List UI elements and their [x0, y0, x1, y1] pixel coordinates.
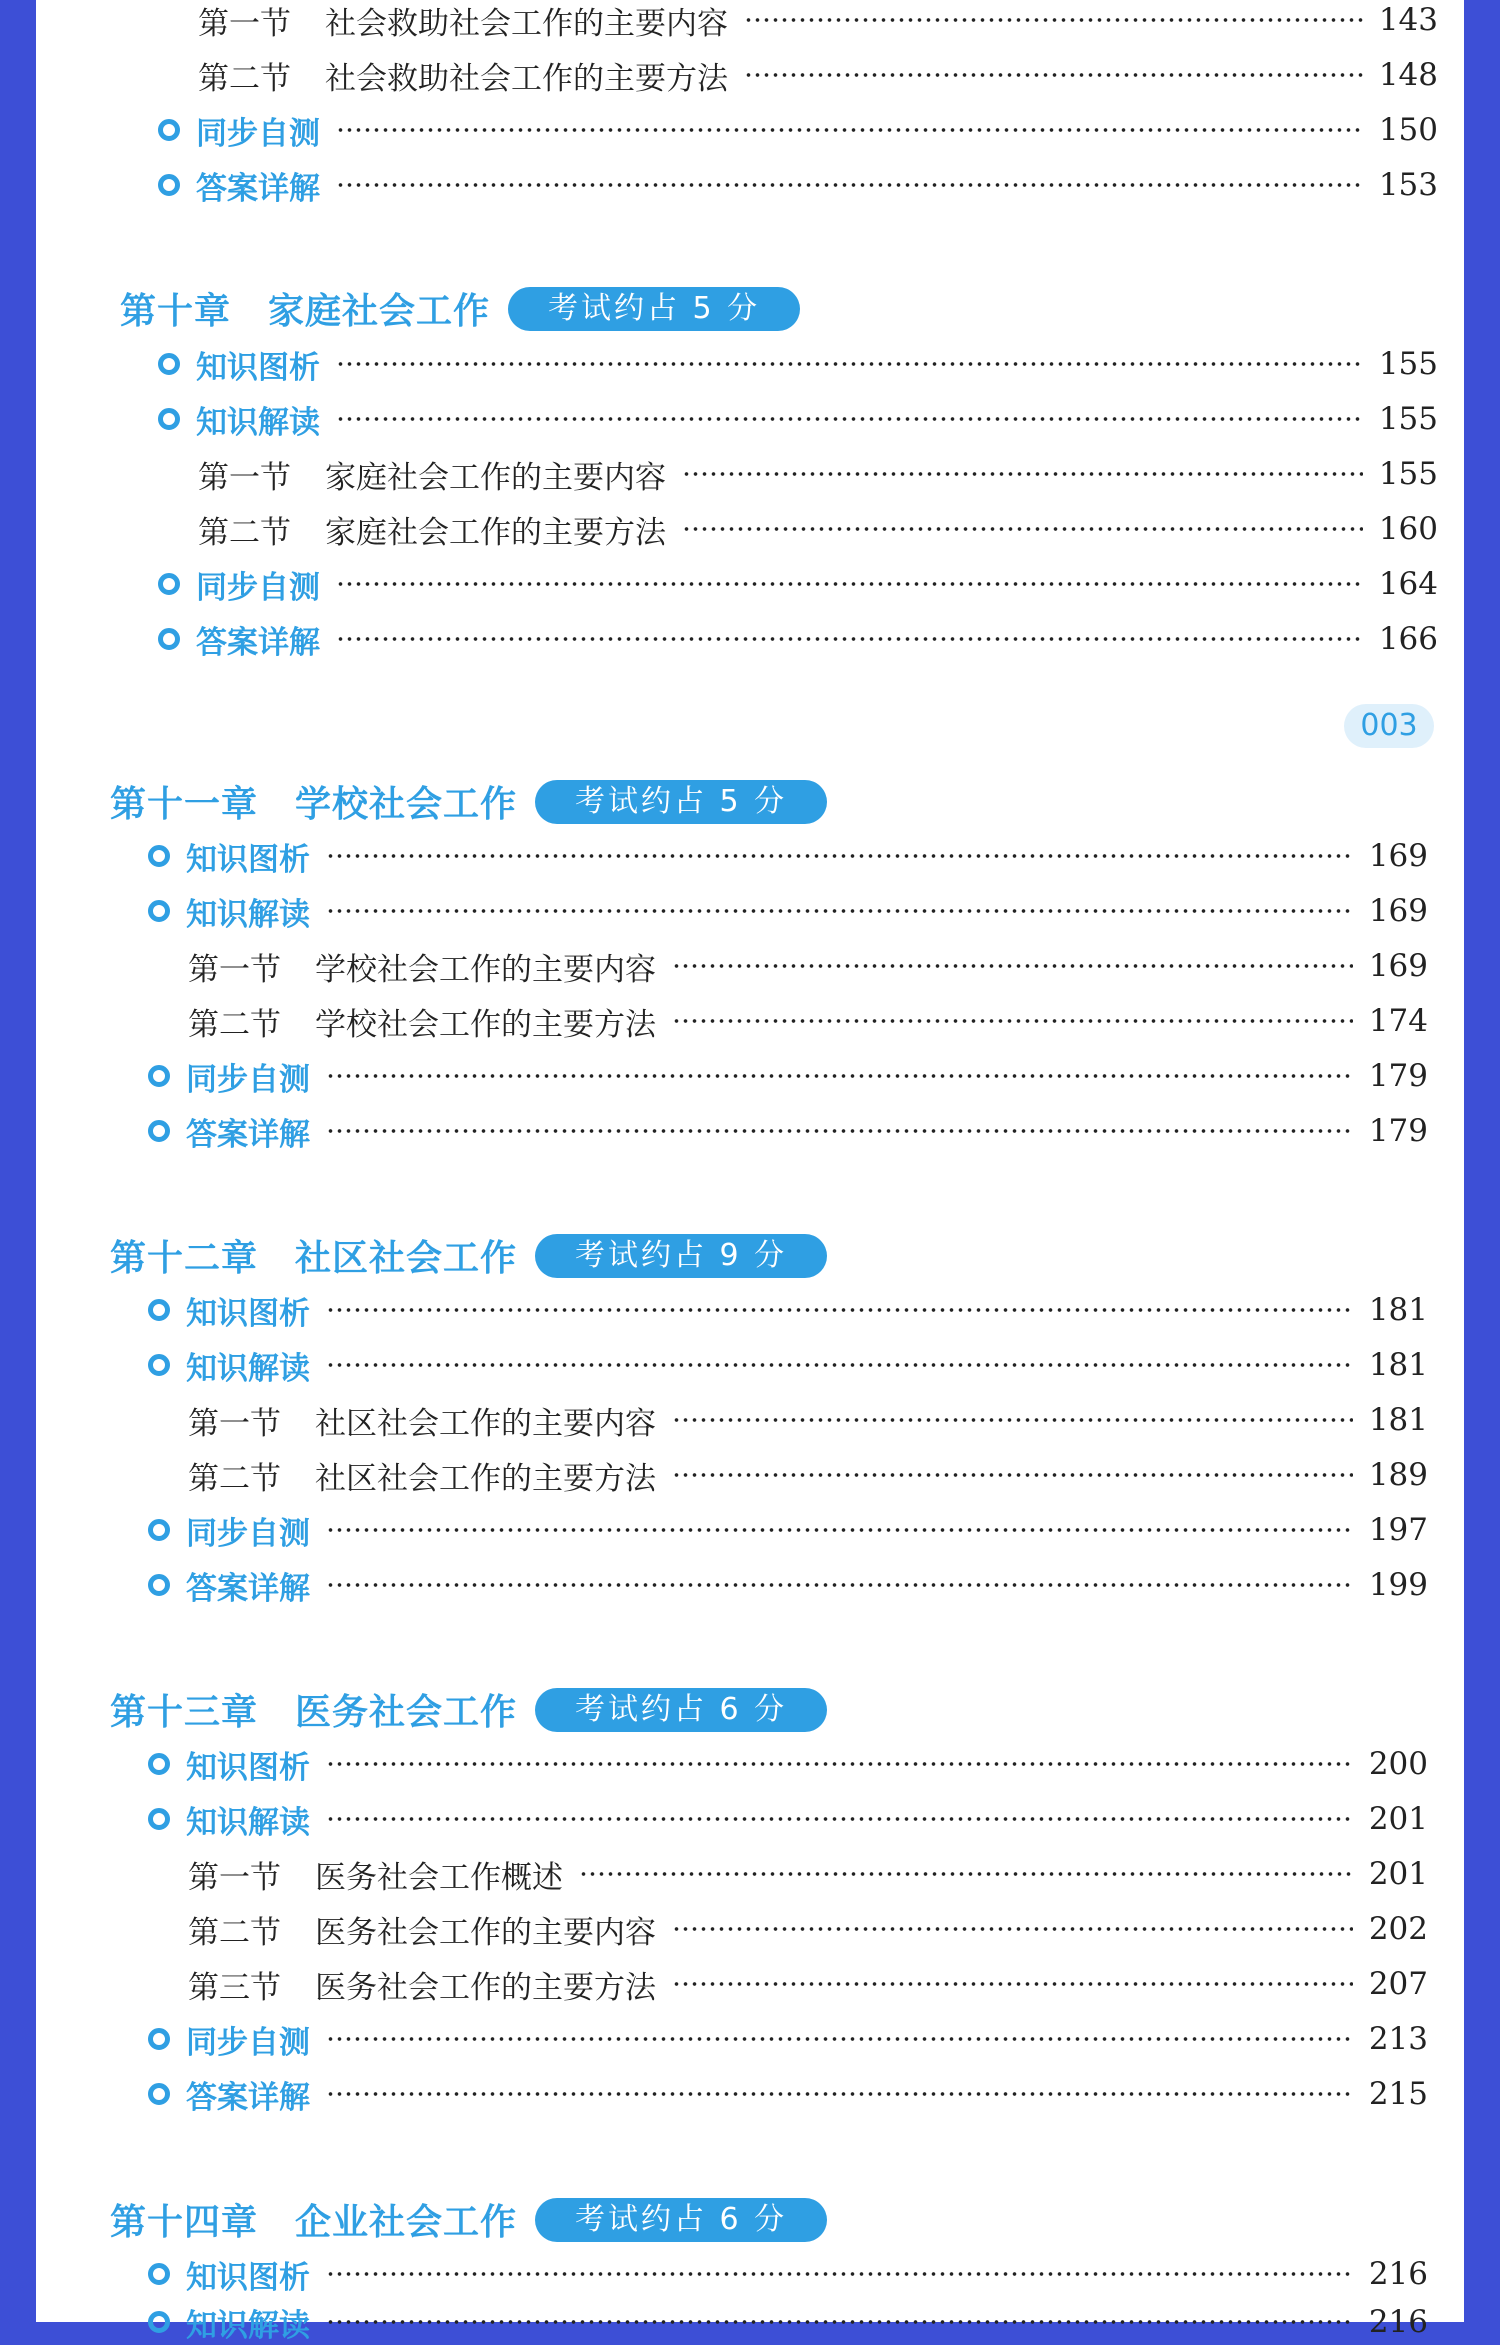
circle-bullet-icon — [148, 1519, 170, 1541]
chapter-title: 第十章 家庭社会工作 — [120, 291, 491, 332]
dot-leader — [326, 2272, 1353, 2276]
dot-leader — [326, 1308, 1353, 1312]
toc-section-row[interactable] — [188, 1964, 1428, 2004]
dot-leader — [682, 472, 1363, 476]
dot-leader — [326, 909, 1353, 913]
chapter-title: 第十三章 医务社会工作 — [110, 1692, 518, 1733]
circle-bullet-icon — [148, 1753, 170, 1775]
toc-item-row[interactable] — [148, 1290, 1428, 1330]
circle-bullet-icon — [158, 408, 180, 430]
exam-weight-badge: 考试约占 5 分 — [535, 780, 827, 824]
item-label: 知识图析 — [186, 1295, 310, 1332]
circle-bullet-icon — [158, 353, 180, 375]
toc-section-row[interactable] — [198, 55, 1438, 95]
section-title: 家庭社会工作的主要方法 — [325, 514, 666, 551]
dot-leader — [744, 73, 1363, 77]
toc-item-row[interactable] — [148, 2302, 1428, 2342]
page-number: 216 — [1368, 2304, 1428, 2340]
toc-section-row[interactable] — [188, 1455, 1428, 1495]
section-number: 第一节 — [188, 1859, 281, 1896]
dot-leader — [336, 183, 1363, 187]
dot-leader — [326, 2092, 1353, 2096]
section-title: 社区社会工作的主要方法 — [315, 1460, 656, 1497]
circle-bullet-icon — [158, 119, 180, 141]
dot-leader — [326, 1129, 1353, 1133]
item-label: 答案详解 — [186, 1116, 310, 1153]
circle-bullet-icon — [148, 2083, 170, 2105]
page-number: 207 — [1368, 1966, 1428, 2002]
section-title: 家庭社会工作的主要内容 — [325, 459, 666, 496]
page-number: 169 — [1368, 838, 1428, 874]
dot-leader — [744, 18, 1363, 22]
item-label: 同步自测 — [186, 1061, 310, 1098]
item-label: 知识图析 — [186, 841, 310, 878]
dot-leader — [326, 2037, 1353, 2041]
dot-leader — [672, 1418, 1353, 1422]
dot-leader — [672, 1019, 1353, 1023]
dot-leader — [326, 1817, 1353, 1821]
page-number: 166 — [1378, 621, 1438, 657]
item-label: 知识图析 — [186, 1749, 310, 1786]
circle-bullet-icon — [158, 174, 180, 196]
toc-item-row[interactable] — [158, 399, 1438, 439]
toc-item-row[interactable] — [158, 344, 1438, 384]
toc-item-row[interactable] — [148, 836, 1428, 876]
circle-bullet-icon — [148, 1299, 170, 1321]
page-number: 148 — [1378, 57, 1438, 93]
circle-bullet-icon — [148, 2311, 170, 2333]
circle-bullet-icon — [148, 1354, 170, 1376]
page-number: 179 — [1368, 1113, 1428, 1149]
toc-item-row[interactable] — [148, 2254, 1428, 2294]
page-number: 169 — [1368, 948, 1428, 984]
page-number: 160 — [1378, 511, 1438, 547]
page-number: 153 — [1378, 167, 1438, 203]
section-number: 第一节 — [188, 951, 281, 988]
section-number: 第二节 — [198, 60, 291, 97]
item-label: 知识图析 — [196, 349, 320, 386]
page-number: 197 — [1368, 1512, 1428, 1548]
section-title: 学校社会工作的主要内容 — [315, 951, 656, 988]
section-number: 第一节 — [188, 1405, 281, 1442]
chapter-heading[interactable] — [120, 283, 800, 334]
dot-leader — [326, 2320, 1353, 2324]
dot-leader — [672, 1473, 1353, 1477]
circle-bullet-icon — [158, 573, 180, 595]
dot-leader — [336, 417, 1363, 421]
circle-bullet-icon — [148, 900, 170, 922]
chapter-heading[interactable] — [110, 2194, 827, 2245]
page-number: 215 — [1368, 2076, 1428, 2112]
toc-section-row[interactable] — [188, 1001, 1428, 1041]
dot-leader — [672, 964, 1353, 968]
item-label: 同步自测 — [196, 115, 320, 152]
toc-item-row[interactable] — [148, 2074, 1428, 2114]
section-title: 社会救助社会工作的主要方法 — [325, 60, 728, 97]
toc-section-row[interactable] — [188, 1909, 1428, 1949]
item-label: 答案详解 — [196, 624, 320, 661]
section-title: 医务社会工作的主要内容 — [315, 1914, 656, 1951]
item-label: 答案详解 — [186, 1570, 310, 1607]
section-title: 医务社会工作的主要方法 — [315, 1969, 656, 2006]
exam-weight-badge: 考试约占 5 分 — [508, 287, 800, 331]
dot-leader — [672, 1982, 1353, 1986]
item-label: 知识解读 — [186, 1804, 310, 1841]
item-label: 同步自测 — [196, 569, 320, 606]
toc-item-row[interactable] — [148, 1510, 1428, 1550]
page-number: 181 — [1368, 1402, 1428, 1438]
item-label: 同步自测 — [186, 2024, 310, 2061]
dot-leader — [672, 1927, 1353, 1931]
toc-item-row[interactable] — [148, 1565, 1428, 1605]
exam-weight-badge: 考试约占 6 分 — [535, 2198, 827, 2242]
chapter-heading[interactable] — [110, 776, 827, 827]
section-title: 社会救助社会工作的主要内容 — [325, 5, 728, 42]
chapter-heading[interactable] — [110, 1230, 827, 1281]
page-number: 216 — [1368, 2256, 1428, 2292]
circle-bullet-icon — [158, 628, 180, 650]
dot-leader — [326, 1074, 1353, 1078]
circle-bullet-icon — [148, 1574, 170, 1596]
toc-item-row[interactable] — [148, 2019, 1428, 2059]
dot-leader — [682, 527, 1363, 531]
item-label: 答案详解 — [186, 2079, 310, 2116]
section-number: 第一节 — [198, 459, 291, 496]
page-number: 201 — [1368, 1801, 1428, 1837]
page-number: 181 — [1368, 1347, 1428, 1383]
toc-section-row[interactable] — [198, 0, 1438, 40]
page-number: 213 — [1368, 2021, 1428, 2057]
toc-item-row[interactable] — [158, 165, 1438, 205]
item-label: 知识解读 — [196, 404, 320, 441]
circle-bullet-icon — [148, 2263, 170, 2285]
section-number: 第二节 — [188, 1460, 281, 1497]
toc-item-row[interactable] — [148, 1111, 1428, 1151]
page-number: 201 — [1368, 1856, 1428, 1892]
page-number: 202 — [1368, 1911, 1428, 1947]
circle-bullet-icon — [148, 845, 170, 867]
toc-item-row[interactable] — [158, 564, 1438, 604]
toc-section-row[interactable] — [188, 946, 1428, 986]
dot-leader — [326, 1363, 1353, 1367]
dot-leader — [579, 1872, 1353, 1876]
circle-bullet-icon — [148, 1808, 170, 1830]
page-number: 169 — [1368, 893, 1428, 929]
exam-weight-badge: 考试约占 6 分 — [535, 1688, 827, 1732]
toc-item-row[interactable] — [148, 1345, 1428, 1385]
dot-leader — [326, 1762, 1353, 1766]
page-number: 200 — [1368, 1746, 1428, 1782]
page-number: 164 — [1378, 566, 1438, 602]
dot-leader — [336, 582, 1363, 586]
chapter-title: 第十二章 社区社会工作 — [110, 1238, 518, 1279]
item-label: 知识解读 — [186, 1350, 310, 1387]
toc-item-row[interactable] — [148, 1744, 1428, 1784]
page-number: 155 — [1378, 401, 1438, 437]
item-label: 同步自测 — [186, 1515, 310, 1552]
dot-leader — [336, 128, 1363, 132]
toc-item-row[interactable] — [148, 1799, 1428, 1839]
toc-section-row[interactable] — [188, 1400, 1428, 1440]
dot-leader — [336, 637, 1363, 641]
section-title: 医务社会工作概述 — [315, 1859, 563, 1896]
toc-item-row[interactable] — [148, 1056, 1428, 1096]
toc-page — [36, 0, 1464, 2344]
dot-leader — [336, 362, 1363, 366]
toc-section-row[interactable] — [188, 1854, 1428, 1894]
item-label: 知识图析 — [186, 2259, 310, 2296]
exam-weight-badge: 考试约占 9 分 — [535, 1234, 827, 1278]
page-number: 155 — [1378, 456, 1438, 492]
page-number: 174 — [1368, 1003, 1428, 1039]
toc-item-row[interactable] — [158, 619, 1438, 659]
circle-bullet-icon — [148, 1065, 170, 1087]
page-number: 181 — [1368, 1292, 1428, 1328]
toc-item-row[interactable] — [148, 891, 1428, 931]
page-number: 155 — [1378, 346, 1438, 382]
item-label: 知识解读 — [186, 896, 310, 933]
dot-leader — [326, 1528, 1353, 1532]
page-number: 179 — [1368, 1058, 1428, 1094]
section-number: 第三节 — [188, 1969, 281, 2006]
section-number: 第二节 — [188, 1006, 281, 1043]
section-title: 学校社会工作的主要方法 — [315, 1006, 656, 1043]
circle-bullet-icon — [148, 1120, 170, 1142]
circle-bullet-icon — [148, 2028, 170, 2050]
dot-leader — [326, 854, 1353, 858]
page-number: 189 — [1368, 1457, 1428, 1493]
item-label: 答案详解 — [196, 170, 320, 207]
page-number: 150 — [1378, 112, 1438, 148]
page-number: 143 — [1378, 2, 1438, 38]
item-label: 知识解读 — [186, 2307, 310, 2344]
chapter-title: 第十一章 学校社会工作 — [110, 784, 518, 825]
toc-section-row[interactable] — [198, 509, 1438, 549]
toc-item-row[interactable] — [158, 110, 1438, 150]
section-number: 第一节 — [198, 5, 291, 42]
page-number: 199 — [1368, 1567, 1428, 1603]
page-number-tag: 003 — [1344, 704, 1434, 748]
chapter-title: 第十四章 企业社会工作 — [110, 2202, 518, 2243]
dot-leader — [326, 1583, 1353, 1587]
section-title: 社区社会工作的主要内容 — [315, 1405, 656, 1442]
toc-section-row[interactable] — [198, 454, 1438, 494]
section-number: 第二节 — [188, 1914, 281, 1951]
section-number: 第二节 — [198, 514, 291, 551]
chapter-heading[interactable] — [110, 1684, 827, 1735]
